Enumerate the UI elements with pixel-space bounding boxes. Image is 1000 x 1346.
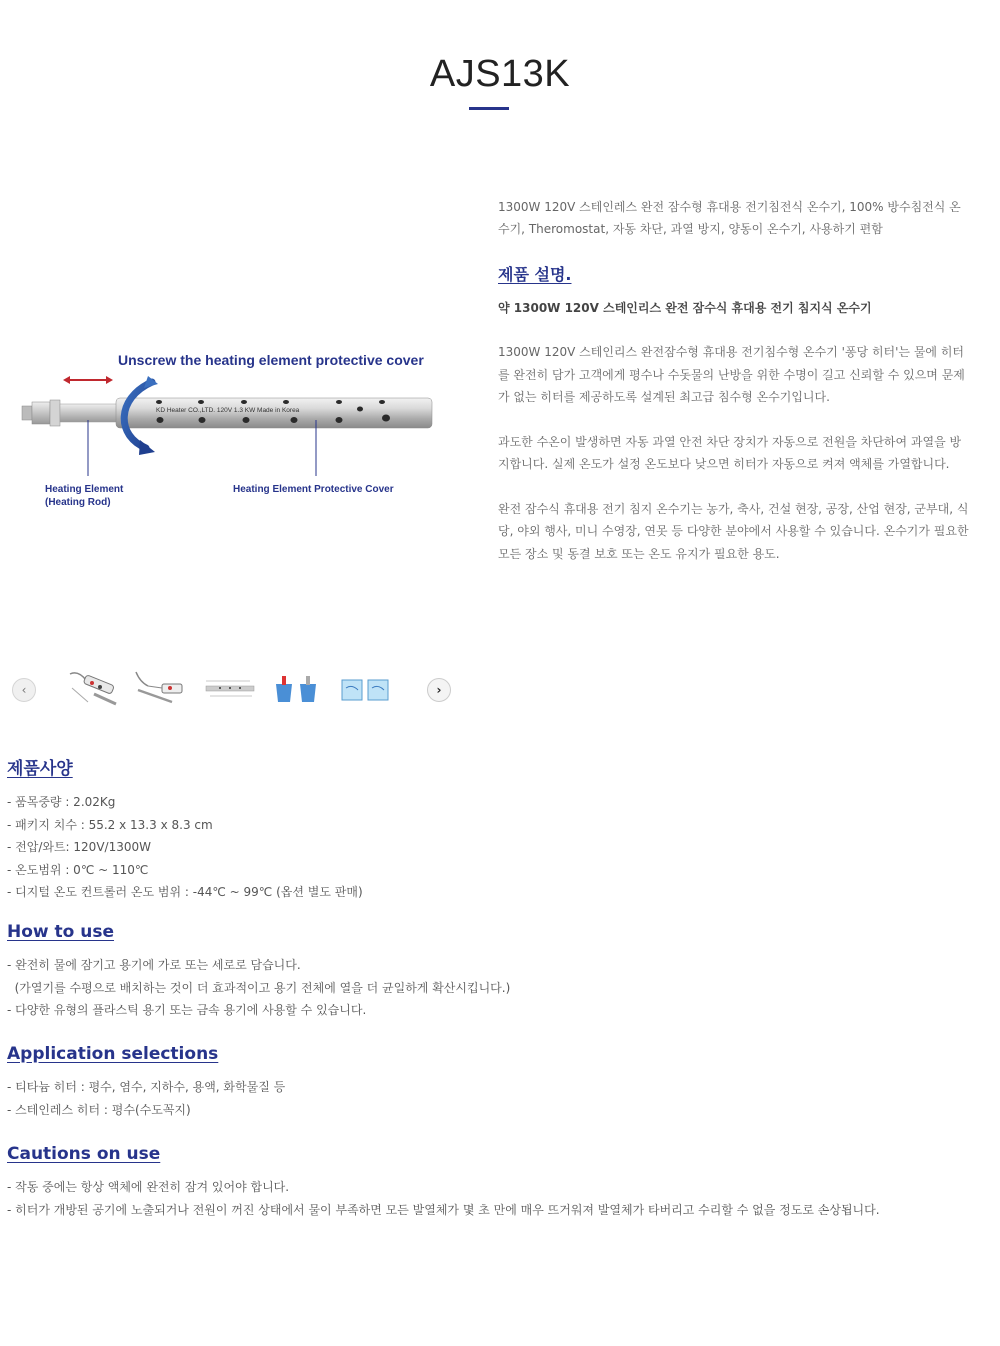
spec-item: - 온도범위 : 0℃ ~ 110℃ — [7, 862, 149, 877]
spec-item: - 품목중량 : 2.02Kg — [7, 795, 116, 809]
description-heading: 제품 설명. — [498, 265, 572, 284]
applications-section — [7, 1044, 967, 1121]
thumbnail-heater-controller-2[interactable] — [132, 668, 188, 712]
label-heating-rod: (Heating Rod) — [45, 497, 111, 508]
description-paragraph: 과도한 수온이 발생하면 자동 과열 안전 차단 장치가 자동으로 전원을 차단하여 과열을 방지합니다. 실제 온도가 설정 온도보다 낮으면 히터가 자동으로 켜져 액체를 가열합니다. — [498, 434, 962, 471]
thumbnail-heater-controller[interactable] — [66, 668, 122, 712]
caption-top: Unscrew the heating element protective cover — [118, 352, 424, 368]
description-paragraph: 1300W 120V 스테인리스 완전잠수형 휴대용 전기침수형 온수기 '퐁당 히터'는 물에 히터를 완전히 담가 고객에게 평수나 수돗물의 난방을 위한 수명이 길고 신뢰할 수 있으며 문제가 없는 히터를 제공하도록 설계된 최고급 침수형 온수기입니다. — [498, 345, 965, 404]
description-intro: 1300W 120V 스테인레스 완전 잠수형 휴대용 전기침전식 온수기, 100% 방수침전식 온수기, Theromostat, 자동 차단, 과열 방지, 양동이 온수기, 사용하기 편함 — [498, 200, 961, 236]
specs-section — [7, 754, 967, 904]
heater-diagram — [18, 340, 458, 520]
specs-heading: 제품사양 — [7, 759, 73, 779]
application-item: - 티타늄 히터 : 평수, 염수, 지하수, 용액, 화학물질 등 — [7, 1080, 286, 1094]
label-protective-cover: Heating Element Protective Cover — [233, 484, 394, 495]
rod-marking: KD Heater CO.,LTD. 120V 1.3 KW Made in Korea — [156, 407, 300, 414]
applications-heading: Application selections — [7, 1044, 219, 1064]
title-divider — [469, 107, 509, 110]
product-title: AJS13K — [429, 53, 571, 96]
how-to-use-item: (가열기를 수평으로 배치하는 것이 더 효과적이고 용기 전체에 열을 더 균일하게 확산시킵니다.) — [7, 980, 511, 995]
how-to-use-item: - 완전히 물에 잠기고 용기에 가로 또는 세로로 담습니다. — [7, 958, 301, 972]
spec-item: - 패키지 치수 : 55.2 x 13.3 x 8.3 cm — [7, 817, 213, 832]
how-to-use-item: - 다양한 유형의 플라스틱 용기 또는 금속 용기에 사용할 수 있습니다. — [7, 1003, 367, 1017]
application-item: - 스테인레스 히터 : 평수(수도꼭지) — [7, 1102, 191, 1117]
chevron-left-icon[interactable]: ‹ — [12, 678, 36, 702]
thumbnail-carousel — [10, 668, 455, 712]
product-image — [18, 340, 458, 520]
spec-item: - 전압/와트: 120V/1300W — [7, 840, 151, 854]
label-heating-element: Heating Element — [45, 484, 124, 495]
how-to-use-section — [7, 922, 967, 1022]
thumbnail-tanks[interactable] — [336, 668, 392, 712]
thumbnail-heater-rod[interactable] — [200, 668, 256, 712]
caution-item: - 작동 중에는 항상 액체에 완전히 잠겨 있어야 합니다. — [7, 1180, 290, 1194]
chevron-right-icon[interactable]: › — [427, 678, 451, 702]
cautions-section — [7, 1144, 967, 1221]
spec-item: - 디지털 온도 컨트롤러 온도 범위 : -44℃ ~ 99℃ (옵션 별도 판매) — [7, 885, 363, 899]
thumbnail-buckets[interactable] — [268, 668, 324, 712]
description-subheading: 약 1300W 120V 스테인리스 완전 잠수식 휴대용 전기 침지식 온수기 — [498, 301, 872, 315]
how-to-use-heading: How to use — [7, 922, 115, 942]
cautions-heading: Cautions on use — [7, 1144, 161, 1164]
description-paragraph: 완전 잠수식 휴대용 전기 침지 온수기는 농가, 축사, 건설 현장, 공장, 산업 현장, 군부대, 식당, 야외 행사, 미니 수영장, 연못 등 다양한 분야에서 사용할 수 있습니다. 온수기가 필요한 모든 장소 및 동결 보호 또는 온도 유지가 필요한 용도. — [498, 501, 969, 561]
caution-item: - 히터가 개방된 공기에 노출되거나 전원이 꺼진 상태에서 물이 부족하면 모든 발열체가 몇 초 만에 매우 뜨거워져 발열체가 타버리고 수리할 수 없을 정도로 손상됩니다. — [7, 1202, 880, 1217]
product-description — [498, 196, 972, 565]
double-arrow-icon — [63, 376, 113, 384]
